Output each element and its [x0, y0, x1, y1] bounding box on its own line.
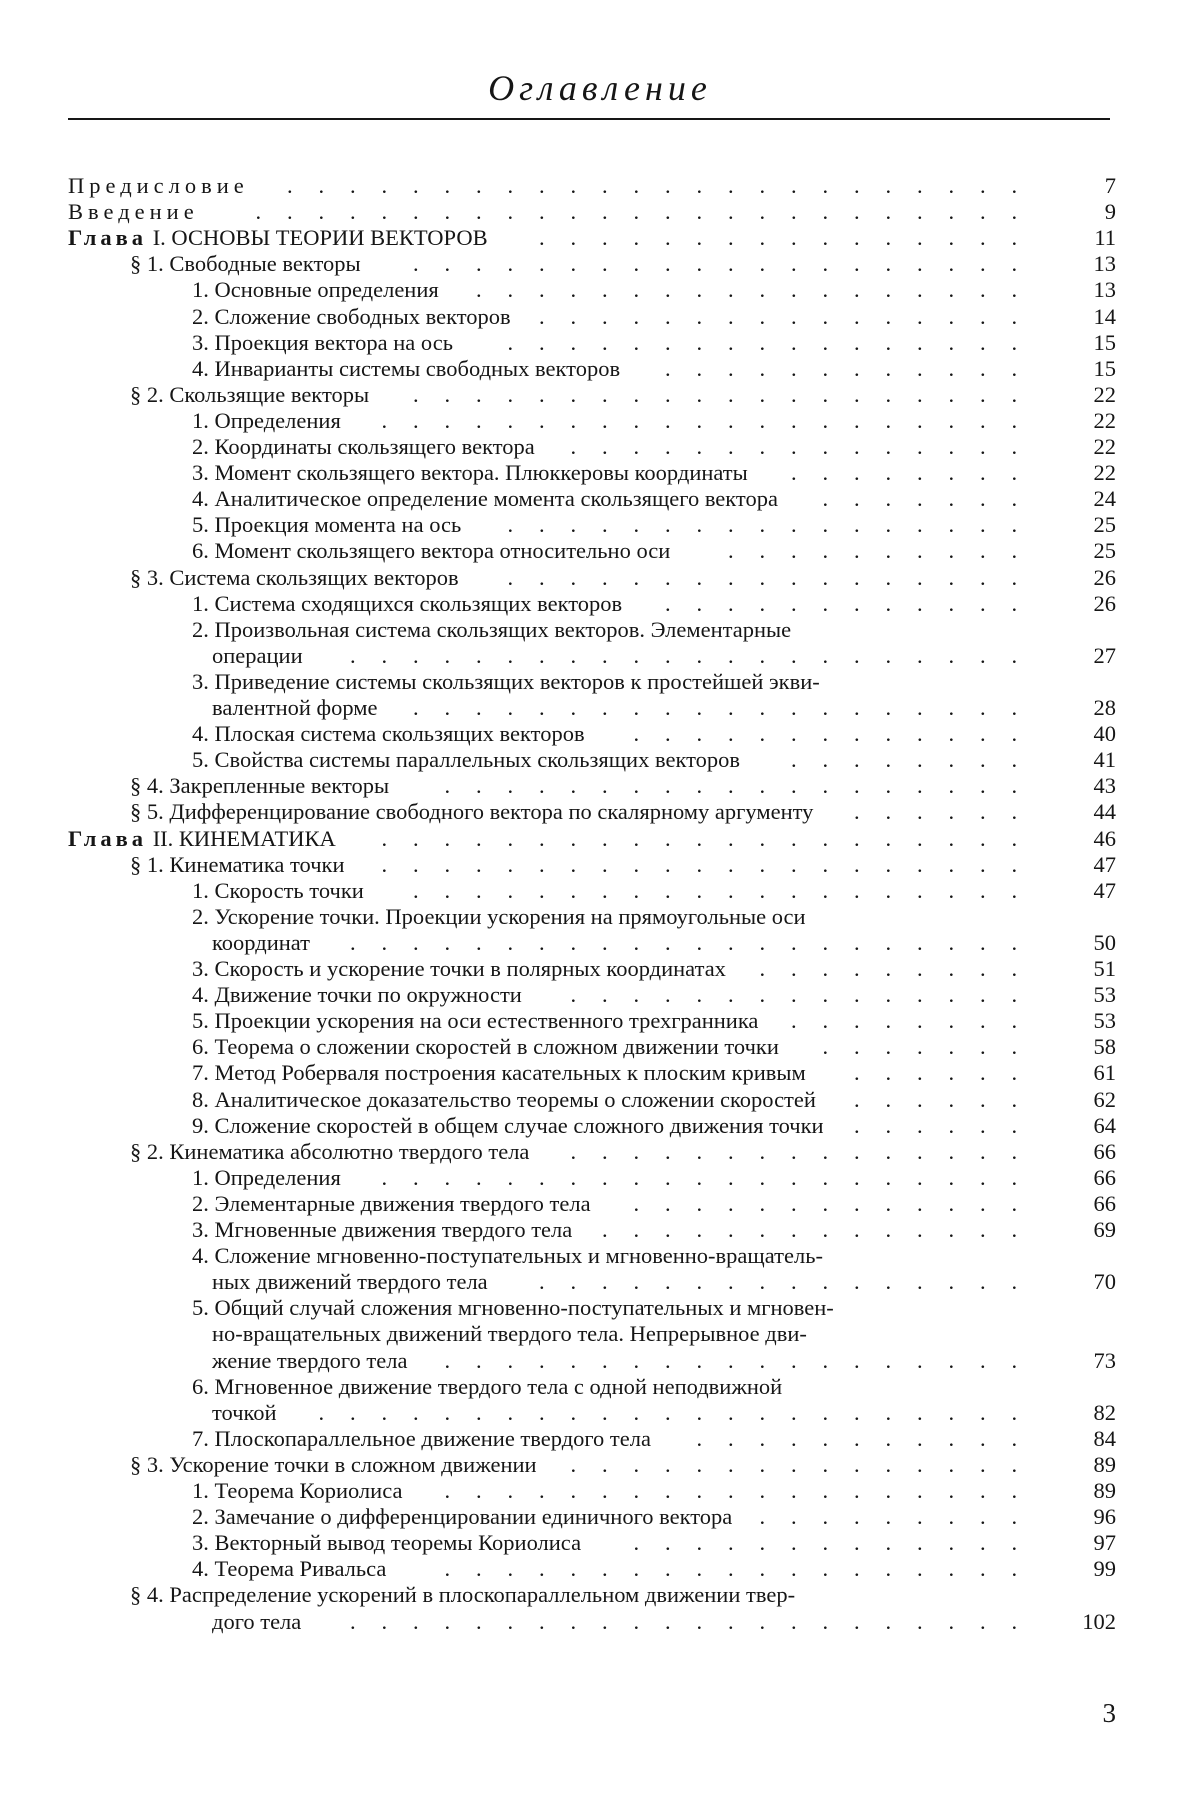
toc-page-number: 13 [1093, 277, 1116, 302]
toc-entry [212, 1399, 277, 1426]
toc-page-number: 9 [1104, 199, 1116, 224]
toc-entry [192, 485, 778, 512]
toc-entry [130, 851, 345, 878]
toc-page-number: 97 [1093, 1530, 1116, 1555]
toc-page-number: 47 [1093, 852, 1116, 877]
toc-page-number: 7 [1104, 173, 1116, 198]
toc-page-number: 89 [1093, 1478, 1116, 1503]
toc-entry [212, 1268, 488, 1295]
toc-entry-title: операции [212, 643, 303, 668]
leader-dots: . . . . . . . . . . . . . . . . . [507, 565, 1018, 590]
toc-entry [130, 381, 369, 408]
toc-entry [130, 772, 389, 799]
toc-entry-title: § 1. Свободные векторы [130, 251, 361, 276]
toc-entry-title: 3. Проекция вектора на ось [192, 330, 453, 355]
toc-entry [192, 1086, 816, 1113]
leader-dots: . . . . . . . . . . . . . . . . . . . . . . [349, 643, 1018, 668]
toc-page-number: 66 [1093, 1165, 1116, 1190]
leader-dots: . . . . . . [853, 1060, 1018, 1085]
toc-entry-title: 5. Проекция момента на ось [192, 512, 462, 537]
toc-page-number: 50 [1093, 930, 1116, 955]
toc-entry [192, 355, 620, 382]
leader-dots: . . . . . . . . . . . . . . . . . . . . . . . [318, 1400, 1018, 1425]
toc-page-number: 11 [1094, 225, 1116, 250]
toc-entry [192, 746, 740, 773]
toc-page-number: 61 [1093, 1060, 1116, 1085]
page-number: 3 [1102, 1698, 1116, 1728]
toc-entry-title: 3. Мгновенные движения твердого тела [192, 1217, 573, 1242]
toc-page-number: 99 [1093, 1556, 1116, 1581]
leader-dots: . . . . . . . . . . . . . . [601, 1217, 1018, 1242]
toc-entry [192, 1373, 782, 1400]
toc-entry-title: 4. Сложение мгновенно-поступательных и мгновенно-вращатель- [192, 1243, 823, 1268]
toc-page-number: 15 [1093, 330, 1116, 355]
toc-entry-title: § 4. Распределение ускорений в плоскопараллельном движении твер- [130, 1582, 796, 1607]
toc-entry [192, 329, 453, 356]
toc-page-number: 73 [1093, 1348, 1116, 1373]
toc-entry-title: I. ОСНОВЫ ТЕОРИИ ВЕКТОРОВ [147, 225, 488, 250]
toc-entry [192, 720, 585, 747]
toc-entry [68, 198, 199, 225]
leader-dots: . . . . . . [853, 1087, 1018, 1112]
toc-page-number: 102 [1082, 1609, 1116, 1634]
toc-page-number: 66 [1093, 1191, 1116, 1216]
toc-entry [192, 1242, 823, 1269]
toc-entry [130, 1451, 537, 1478]
leader-dots: . . . . . . . [822, 486, 1018, 511]
toc-entry-title: 2. Элементарные движения твердого тела [192, 1191, 591, 1216]
toc-entry [68, 825, 336, 852]
toc-entry [130, 250, 361, 277]
toc-entry [192, 1059, 806, 1086]
leader-dots: . . . . . . . . [790, 747, 1018, 772]
toc-entry [192, 407, 341, 434]
toc-page-number: 22 [1093, 434, 1116, 459]
leader-dots: . . . . . . . . . . . . . . . . . . . [444, 1478, 1018, 1503]
toc-entry-title: § 5. Дифференцирование свободного вектора по скалярному аргументу [130, 799, 814, 824]
toc-entry [192, 1555, 386, 1582]
toc-entry [212, 1347, 407, 1374]
toc-entry-title: жение твердого тела [212, 1348, 408, 1373]
toc-page-number: 62 [1093, 1087, 1116, 1112]
chapter-label: Глава [68, 826, 148, 851]
toc-entry-title: § 1. Кинематика точки [130, 852, 345, 877]
toc-entry [192, 303, 511, 330]
toc-entry-title: 3. Скорость и ускорение точки в полярных координатах [192, 956, 726, 981]
toc-page-number: 58 [1093, 1034, 1116, 1059]
leader-dots: . . . . . . . . . . . . . . . . . . . . [412, 251, 1018, 276]
toc-entry-title: 1. Скорость точки [192, 878, 364, 903]
leader-dots: . . . . . . . . [790, 1008, 1018, 1033]
leader-dots: . . . . . . . . . . . . . . . . [538, 225, 1018, 250]
toc-entry-title: § 2. Кинематика абсолютно твердого тела [130, 1139, 530, 1164]
toc-entry-title: § 2. Скользящие векторы [130, 382, 370, 407]
toc-entry [192, 459, 748, 486]
toc-page-number: 69 [1093, 1217, 1116, 1242]
toc-entry-title: 6. Теорема о сложении скоростей в сложном движении точки [192, 1034, 779, 1059]
leader-dots: . . . . . . . . . . . . . . . . . . . . . . . . [286, 173, 1018, 198]
toc-page-number: 44 [1093, 799, 1116, 824]
toc-page-number: 43 [1093, 773, 1116, 798]
toc-entry-title: 1. Теорема Кориолиса [192, 1478, 403, 1503]
leader-dots: . . . . . . . . . . . . . . . . . . . . . [381, 826, 1018, 851]
toc-page-number: 28 [1093, 695, 1116, 720]
toc-entry-title: 2. Замечание о дифференцировании единичного вектора [192, 1504, 733, 1529]
toc-page-number: 82 [1093, 1400, 1116, 1425]
leader-dots: . . . . . . . . . . . . . . . . . . . . [412, 695, 1018, 720]
toc-entry [192, 1112, 824, 1139]
leader-dots: . . . . . . . . . . . . . [633, 1530, 1018, 1555]
toc-entry-title: 8. Аналитическое доказательство теоремы о сложении скоростей [192, 1087, 816, 1112]
toc-page-number: 25 [1093, 512, 1116, 537]
toc-entry-title: валентной форме [212, 695, 378, 720]
leader-dots: . . . . . . . . . . . . [664, 356, 1018, 381]
toc-entry-title: 7. Метод Роберваля построения касательных к плоским кривым [192, 1060, 806, 1085]
toc-entry-title: 9. Сложение скоростей в общем случае сложного движения точки [192, 1113, 824, 1138]
toc-page-number: 84 [1093, 1426, 1116, 1451]
toc-page-number: 66 [1093, 1139, 1116, 1164]
toc-entry-title: координат [212, 930, 311, 955]
toc-page-number: 46 [1093, 826, 1116, 851]
toc-entry-title: 5. Свойства системы параллельных скользящих векторов [192, 747, 740, 772]
toc-page-number: 24 [1093, 486, 1116, 511]
toc-entry [192, 590, 622, 617]
toc-entry-title: 2. Ускорение точки. Проекции ускорения на прямоугольные оси [192, 904, 806, 929]
toc-entry-title: 1. Система сходящихся скользящих векторов [192, 591, 623, 616]
toc-entry [192, 1007, 758, 1034]
toc-entry [212, 694, 378, 721]
toc-page-number: 15 [1093, 356, 1116, 381]
toc-entry [192, 1033, 779, 1060]
leader-dots: . . . . . . . . . [759, 1504, 1018, 1529]
leader-dots: . . . . . . . . . . . . . . . [570, 982, 1018, 1007]
toc-entry-title: § 3. Ускорение точки в сложном движении [130, 1452, 537, 1477]
leader-dots: . . . . . . . . . . . . . . . . . . . . [412, 878, 1018, 903]
leader-dots: . . . . . . . . . . . . . . . . . [507, 512, 1018, 537]
toc-entry-title: ных движений твердого тела [212, 1269, 488, 1294]
toc-entry-title: дого тела [212, 1609, 302, 1634]
toc-entry [130, 1581, 795, 1608]
leader-dots: . . . . . . . . . . . . . [633, 721, 1018, 746]
toc-entry [192, 1529, 581, 1556]
leader-dots: . . . . . . . . . . . . . . . . . . [475, 277, 1018, 302]
toc-entry [192, 981, 522, 1008]
leader-dots: . . . . . . . [822, 1034, 1018, 1059]
toc-entry-title: 3. Векторный вывод теоремы Кориолиса [192, 1530, 582, 1555]
toc-entry-title: 6. Мгновенное движение твердого тела с одной неподвижной [192, 1374, 783, 1399]
toc-entry [192, 1425, 651, 1452]
toc-page-number: 53 [1093, 982, 1116, 1007]
toc-page-number: 26 [1093, 591, 1116, 616]
leader-dots: . . . . . . . . . . . . . . . [570, 1452, 1018, 1477]
toc-entry [130, 564, 459, 591]
toc-page-number: 51 [1093, 956, 1116, 981]
toc-entry-title: § 3. Система скользящих векторов [130, 565, 459, 590]
toc-entry [212, 929, 310, 956]
leader-dots: . . . . . . [853, 1113, 1018, 1138]
title-rule [68, 118, 1110, 120]
toc-page-number: 89 [1093, 1452, 1116, 1477]
toc-entry [192, 276, 439, 303]
toc-entry-title: 1. Основные определения [192, 277, 439, 302]
leader-dots: . . . . . . . . . . . . . . . . . . . . . . [349, 930, 1018, 955]
toc-entry-title: 5. Общий случай сложения мгновенно-поступательных и мгновен- [192, 1295, 834, 1320]
toc-entry [192, 1216, 572, 1243]
toc-entry [192, 616, 791, 643]
toc-entry-title: 2. Сложение свободных векторов [192, 304, 511, 329]
leader-dots: . . . . . . . . . . . [696, 1426, 1018, 1451]
toc-entry [130, 1138, 529, 1165]
toc-entry-title: 3. Момент скользящего вектора. Плюккеровы координаты [192, 460, 748, 485]
toc-entry-title: 4. Аналитическое определение момента скользящего вектора [192, 486, 778, 511]
toc-entry [192, 511, 461, 538]
toc-entry [68, 224, 488, 251]
leader-dots: . . . . . . . . . . . . [664, 591, 1018, 616]
leader-dots: . . . . . . . . . . . . . . . . . [507, 330, 1018, 355]
toc-entry-title: 1. Определения [192, 408, 341, 433]
toc-page-number: 22 [1093, 408, 1116, 433]
toc-page-number: 13 [1093, 251, 1116, 276]
leader-dots: . . . . . . . . . . . . . . . . . . . . . [381, 408, 1018, 433]
toc-page-number: 22 [1093, 382, 1116, 407]
toc-page-number: 26 [1093, 565, 1116, 590]
leader-dots: . . . . . . . . . . . . . . . [570, 434, 1018, 459]
toc-page-number: 41 [1093, 747, 1116, 772]
toc-entry [192, 1164, 341, 1191]
toc-page-number: 40 [1093, 721, 1116, 746]
leader-dots: . . . . . . . . . . . . . . . . . . . . . . [349, 1609, 1018, 1634]
leader-dots: . . . . . . . . . . . . . . . [570, 1139, 1018, 1164]
toc-entry-title: 4. Плоская система скользящих векторов [192, 721, 585, 746]
toc-entry-title: 4. Инварианты системы свободных векторов [192, 356, 621, 381]
toc-page-number: 70 [1093, 1269, 1116, 1294]
toc-entry-title: Введение [68, 199, 199, 224]
toc-page-number: 27 [1093, 643, 1116, 668]
leader-dots: . . . . . . . . . . . . . . . . . . . [444, 1556, 1018, 1581]
toc-entry-title: 1. Определения [192, 1165, 341, 1190]
chapter-label: Глава [68, 225, 148, 250]
toc-entry [192, 1190, 591, 1217]
toc-entry [68, 172, 249, 199]
toc-entry-title: 2. Произвольная система скользящих векторов. Элементарные [192, 617, 792, 642]
toc-entry [192, 903, 806, 930]
toc-entry-title: 5. Проекции ускорения на оси естественного трехгранника [192, 1008, 759, 1033]
leader-dots: . . . . . . . . . . . . . . . . . . . . . [381, 1165, 1018, 1190]
toc-entry-title: 2. Координаты скользящего вектора [192, 434, 535, 459]
toc-entry [192, 1477, 402, 1504]
leader-dots: . . . . . . . . . . . . . . . . [538, 1269, 1018, 1294]
page-title: Оглавление [488, 68, 712, 108]
toc-entry [192, 668, 820, 695]
toc-entry [212, 1608, 301, 1635]
toc-page-number: 22 [1093, 460, 1116, 485]
leader-dots: . . . . . . . . . . . . . . . . . . . [444, 1348, 1018, 1373]
leader-dots: . . . . . . . . . . . . . . . . . . . . . [381, 852, 1018, 877]
toc-entry [212, 1320, 807, 1347]
toc-page-number: 14 [1093, 304, 1116, 329]
toc-entry [192, 1294, 834, 1321]
toc-entry [130, 798, 813, 825]
leader-dots: . . . . . . . . . . . . . . . . [538, 304, 1018, 329]
toc-entry [192, 955, 726, 982]
toc-entry-title: Предисловие [68, 173, 249, 198]
toc-entry [192, 1503, 732, 1530]
toc-entry [192, 877, 364, 904]
leader-dots: . . . . . . . . . . . . . . . . . . . [444, 773, 1018, 798]
leader-dots: . . . . . . . . [790, 460, 1018, 485]
toc-entry-title: 3. Приведение системы скользящих векторов к простейшей экви- [192, 669, 820, 694]
toc-entry-title: II. КИНЕМАТИКА [147, 826, 336, 851]
toc-entry-title: точкой [212, 1400, 277, 1425]
toc-page-number: 64 [1093, 1113, 1116, 1138]
toc-entry [212, 642, 303, 669]
toc-entry [192, 433, 535, 460]
leader-dots: . . . . . . . . . [759, 956, 1018, 981]
toc-entry-title: § 4. Закрепленные векторы [130, 773, 390, 798]
leader-dots: . . . . . . . . . . [727, 538, 1018, 563]
toc-entry-title: 4. Движение точки по окружности [192, 982, 522, 1007]
leader-dots: . . . . . . . . . . . . . . . . . . . . . . . . . [255, 199, 1018, 224]
toc-page-number: 47 [1093, 878, 1116, 903]
toc-entry [192, 537, 670, 564]
toc-entry-title: но-вращательных движений твердого тела. Непрерывное дви- [212, 1321, 807, 1346]
leader-dots: . . . . . . [853, 799, 1018, 824]
toc-page-number: 96 [1093, 1504, 1116, 1529]
toc-entry-title: 6. Момент скользящего вектора относительно оси [192, 538, 671, 563]
toc-page-number: 25 [1093, 538, 1116, 563]
leader-dots: . . . . . . . . . . . . . . . . . . . . [412, 382, 1018, 407]
toc-page-number: 53 [1093, 1008, 1116, 1033]
toc-entry-title: 7. Плоскопараллельное движение твердого тела [192, 1426, 651, 1451]
toc-entry-title: 4. Теорема Ривальса [192, 1556, 387, 1581]
leader-dots: . . . . . . . . . . . . . [633, 1191, 1018, 1216]
